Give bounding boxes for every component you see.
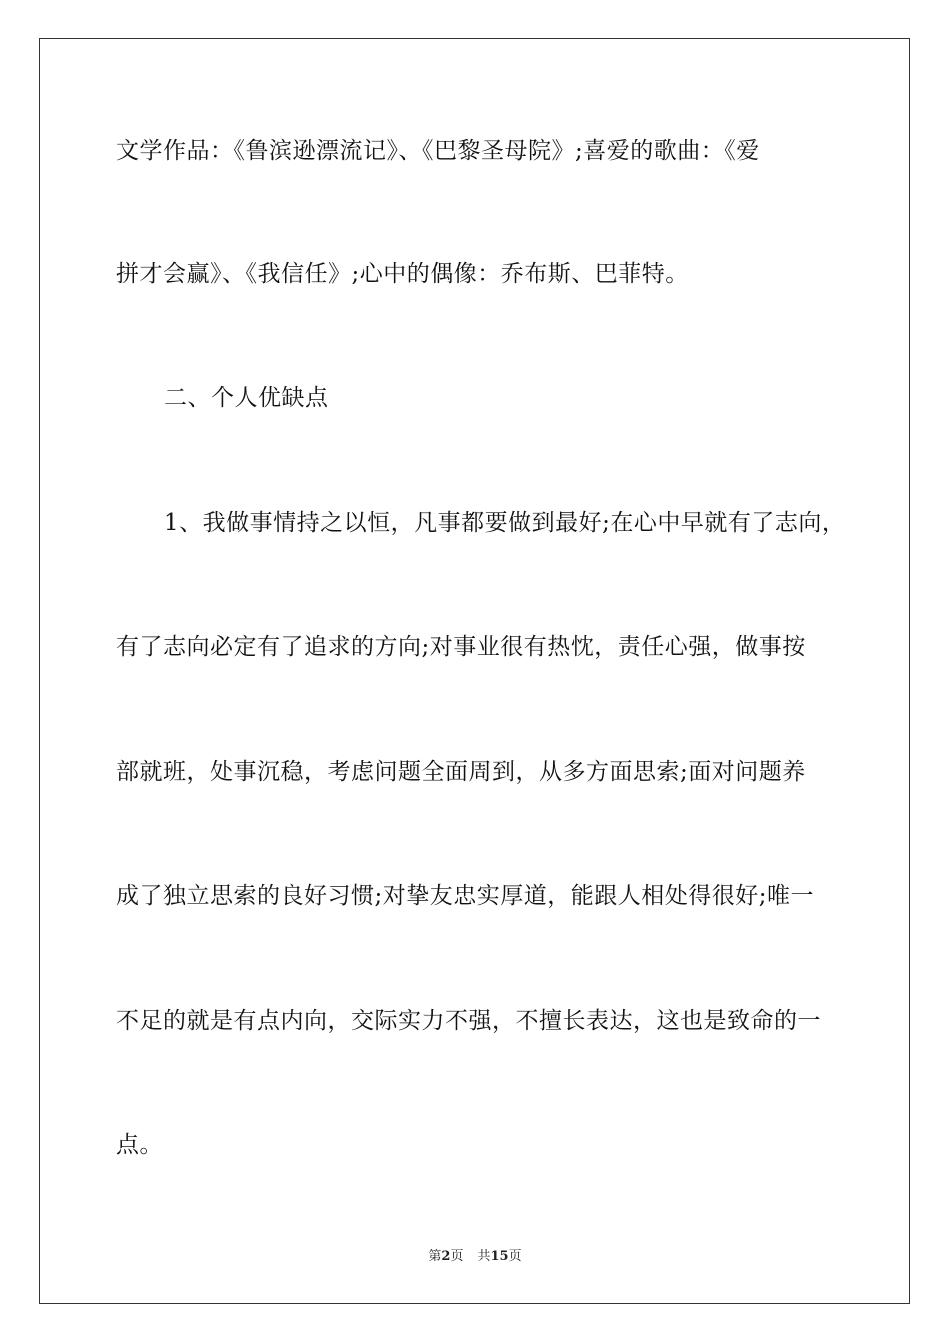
footer-page-prefix: 第 [428, 1249, 442, 1264]
footer-page-total: 15 [490, 1249, 509, 1264]
paragraph-line-8: 点。 [116, 1132, 163, 1158]
paragraph-line-2: 拼才会赢》、《我信任》;心中的偶像：乔布斯、巴菲特。 [116, 261, 689, 287]
footer-total-prefix: 共 [477, 1249, 491, 1264]
footer-total-suffix: 页 [508, 1249, 522, 1264]
paragraph-line-7: 不足的就是有点内向，交际实力不强，不擅长表达，这也是致命的一 [116, 1008, 821, 1034]
page-footer [0, 1248, 950, 1266]
paragraph-line-6: 成了独立思索的良好习惯;对挚友忠实厚道，能跟人相处得很好;唯一 [116, 883, 814, 909]
paragraph-line-4: 有了志向必定有了追求的方向;对事业很有热忱，责任心强，做事按 [116, 634, 806, 660]
footer-page-suffix: 页 [450, 1249, 464, 1264]
page-frame [39, 38, 910, 1304]
paragraph-line-1: 文学作品：《鲁滨逊漂流记》、《巴黎圣母院》;喜爱的歌曲：《爱 [116, 138, 760, 164]
paragraph-line-5: 部就班，处事沉稳，考虑问题全面周到，从多方面思索;面对问题养 [116, 759, 806, 785]
section-heading: 二、个人优缺点 [164, 385, 329, 411]
paragraph-line-3: 1、我做事情持之以恒，凡事都要做到最好;在心中早就有了志向， [164, 510, 846, 536]
footer-page-current: 2 [441, 1249, 451, 1264]
